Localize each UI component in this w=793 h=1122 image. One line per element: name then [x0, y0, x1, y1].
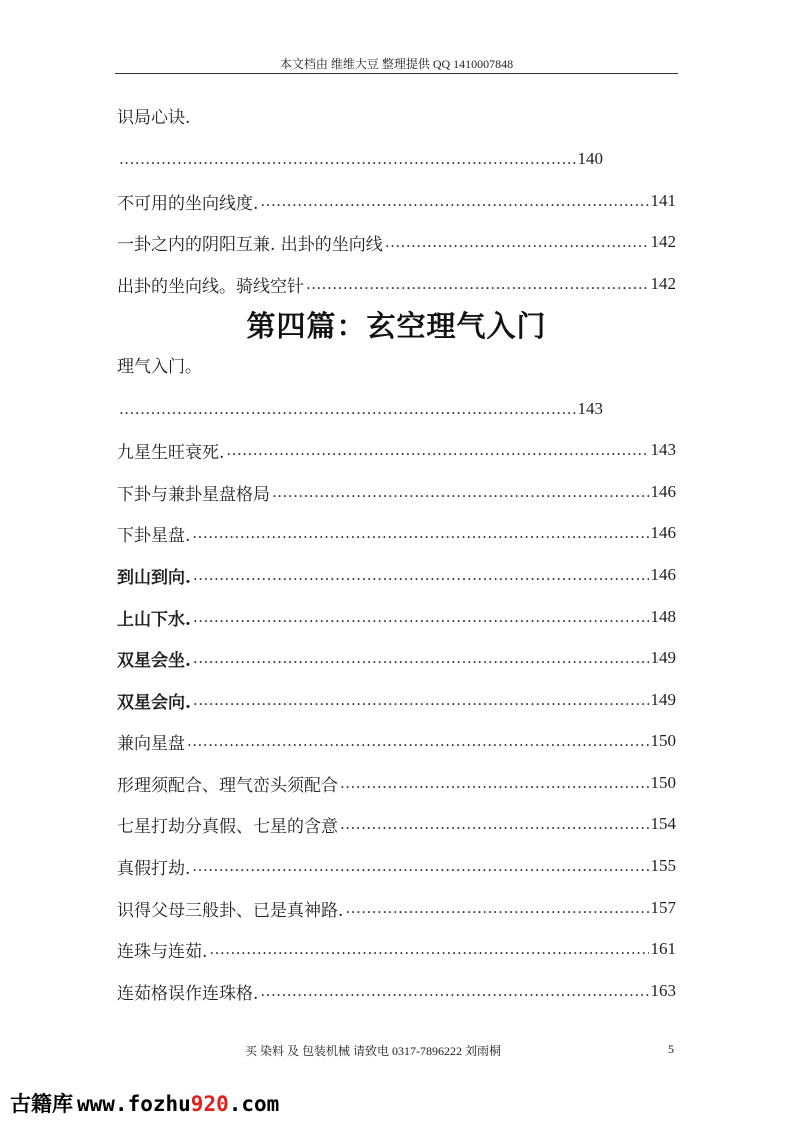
- watermark-number: 920: [190, 1092, 229, 1116]
- page-header: 本文档由 维维大豆 整理提供 QQ 1410007848: [279, 57, 514, 71]
- dot-leader: [226, 437, 648, 463]
- toc-page-number: 161: [650, 939, 676, 958]
- toc-entry-label: 理气入门。: [117, 357, 202, 377]
- toc-entry-label: 双星会向.: [117, 692, 191, 713]
- toc-entry[interactable]: [117, 853, 676, 879]
- toc-entry[interactable]: [117, 811, 676, 837]
- toc-entry[interactable]: [117, 936, 676, 962]
- toc-page-number: 141: [650, 191, 676, 210]
- dot-leader: [193, 604, 649, 630]
- toc-entry-label: 识得父母三般卦、已是真神路.: [117, 900, 344, 921]
- toc-entry[interactable]: [117, 188, 676, 214]
- toc-entry[interactable]: [117, 479, 676, 505]
- dot-leader: [260, 188, 648, 214]
- dot-leader: [260, 978, 648, 1004]
- toc-page-number: 154: [650, 814, 676, 833]
- toc-entry[interactable]: [117, 396, 603, 422]
- toc-entry[interactable]: [117, 645, 676, 671]
- toc-page-number: 163: [650, 981, 676, 1000]
- toc-page-number: 150: [650, 731, 676, 750]
- toc-entry[interactable]: [117, 687, 676, 713]
- toc-entry[interactable]: [117, 520, 676, 546]
- header-divider: [115, 73, 678, 74]
- toc-entry[interactable]: [117, 604, 676, 630]
- dot-leader: [193, 645, 649, 671]
- toc-entry-label: 九星生旺衰死.: [117, 442, 225, 463]
- toc-page-number: 150: [650, 773, 676, 792]
- toc-page-number: 149: [650, 690, 676, 709]
- toc-entry-label: 下卦星盘.: [117, 525, 191, 546]
- dot-leader: [306, 271, 649, 297]
- toc-entry-label: 双星会坐.: [117, 650, 191, 671]
- dot-leader: [187, 728, 649, 754]
- dot-leader: [340, 770, 649, 796]
- site-watermark: [10, 1088, 279, 1118]
- toc-page-number: 142: [650, 274, 676, 293]
- toc-entry-label: 到山到向.: [117, 567, 191, 588]
- toc-page-number: 146: [650, 482, 676, 501]
- dot-leader: [345, 895, 648, 921]
- toc-entry-label: 上山下水.: [117, 609, 191, 630]
- toc-entry[interactable]: [117, 895, 676, 921]
- toc-entry[interactable]: [117, 437, 676, 463]
- dot-leader: [193, 562, 649, 588]
- toc-entry[interactable]: [117, 146, 603, 172]
- footer-page-number: 5: [668, 1042, 674, 1056]
- toc-entry-label: 一卦之内的阴阳互兼. 出卦的坐向线: [117, 234, 383, 255]
- dot-leader: [272, 479, 649, 505]
- toc-entry[interactable]: [117, 229, 676, 255]
- dot-leader: [192, 520, 648, 546]
- dot-leader: [385, 229, 649, 255]
- dot-leader: [192, 853, 648, 879]
- watermark-suffix: .com: [228, 1092, 280, 1116]
- toc-entry-label: 兼向星盘: [117, 733, 185, 754]
- toc-page-number: 148: [650, 607, 676, 626]
- toc-entry-label: 下卦与兼卦星盘格局: [117, 484, 270, 505]
- toc-page-number: 149: [650, 648, 676, 667]
- watermark-cn: 古籍库: [10, 1092, 73, 1116]
- toc-entry[interactable]: [117, 728, 676, 754]
- toc-entry-label: 识局心诀.: [117, 108, 191, 128]
- toc-page-number: 146: [650, 565, 676, 584]
- toc-page-number: 140: [577, 149, 603, 168]
- dot-leader: [340, 811, 649, 837]
- toc-entry-label: 七星打劫分真假、七星的含意: [117, 816, 338, 837]
- toc-entry-label: 连珠与连茹.: [117, 941, 208, 962]
- page-footer: 买 染料 及 包装机械 请致电 0317-7896222 刘雨桐: [245, 1044, 501, 1058]
- watermark-prefix: www.fozhu: [77, 1092, 191, 1116]
- toc-page-number: 142: [650, 232, 676, 251]
- part-title: 第四篇：玄空理气入门: [246, 309, 547, 343]
- dot-leader: [119, 146, 576, 172]
- toc-entry-label: 真假打劫.: [117, 858, 191, 879]
- dot-leader: [193, 687, 649, 713]
- dot-leader: [119, 396, 576, 422]
- toc-entry-label: 不可用的坐向线度.: [117, 193, 259, 214]
- toc-entry[interactable]: [117, 271, 676, 297]
- toc-page-number: 143: [577, 399, 603, 418]
- toc-entry-label: 出卦的坐向线。骑线空针: [117, 276, 304, 297]
- toc-page-number: 143: [650, 440, 676, 459]
- toc-entry[interactable]: [117, 978, 676, 1004]
- toc-entry[interactable]: [117, 770, 676, 796]
- toc-entry-label: 连茹格误作连珠格.: [117, 983, 259, 1004]
- dot-leader: [209, 936, 648, 962]
- toc-entry-label: 形理须配合、理气峦头须配合: [117, 775, 338, 796]
- toc-page-number: 155: [650, 856, 676, 875]
- toc-entry[interactable]: [117, 562, 676, 588]
- toc-page-number: 157: [650, 898, 676, 917]
- toc-page-number: 146: [650, 523, 676, 542]
